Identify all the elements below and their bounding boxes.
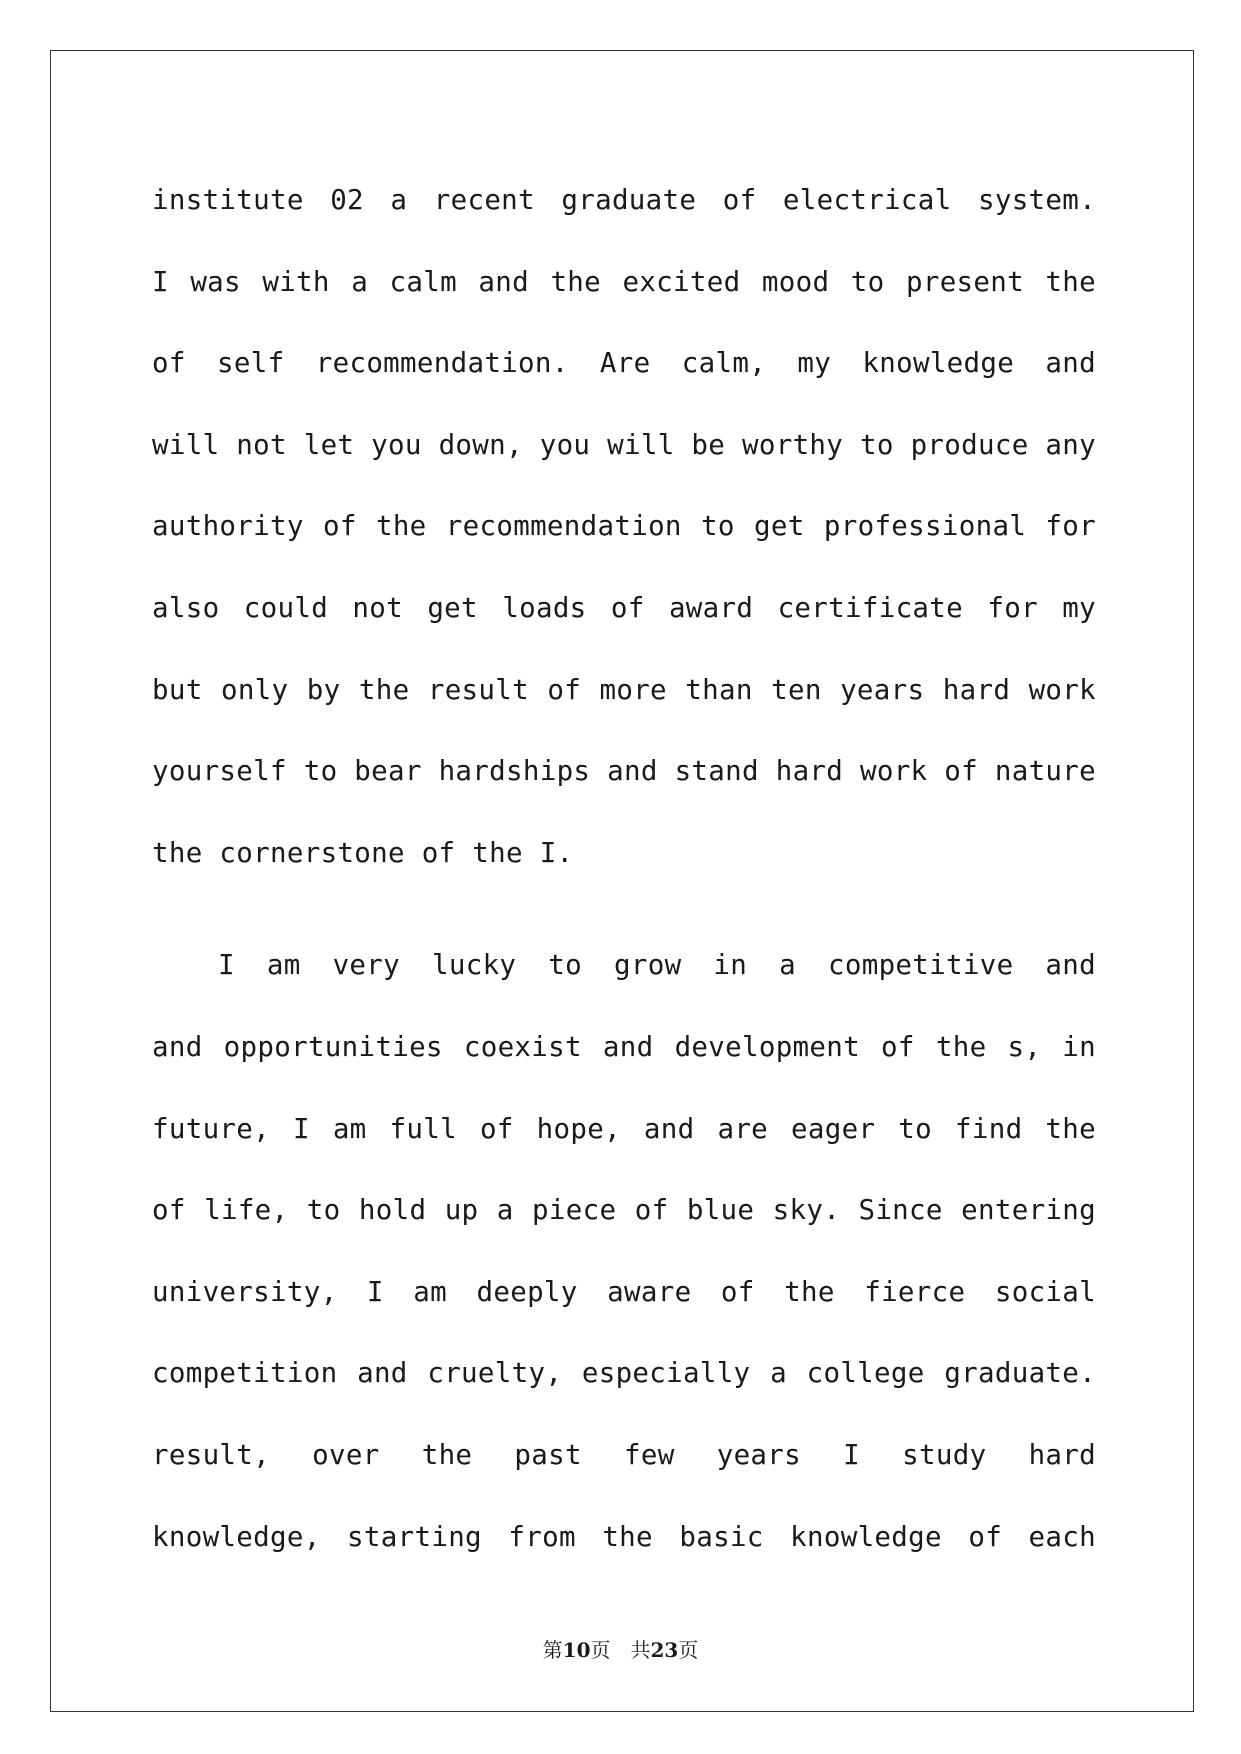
total-pages: 23: [650, 1638, 679, 1662]
text-line: yourself to bear hardships and stand hard work of nature: [152, 755, 1096, 788]
text-line: institute 02 a recent graduate of electrical system.: [152, 184, 1096, 216]
text-line: of self recommendation. Are calm, my knowledge and: [152, 347, 1096, 380]
text-line: I am very lucky to grow in a competitive and: [218, 949, 1096, 982]
page-footer: [0, 1634, 1241, 1663]
text-line: the cornerstone of the I.: [152, 836, 574, 869]
text-line: also could not get loads of award certificate for my: [152, 591, 1096, 624]
page-suffix: 页: [590, 1638, 611, 1662]
text-line: I was with a calm and the excited mood to present the: [152, 265, 1096, 298]
text-line: future, I am full of hope, and are eager to find the: [152, 1112, 1096, 1145]
text-line: and opportunities coexist and development of the s, in: [152, 1030, 1096, 1063]
page-number: 10: [562, 1638, 591, 1662]
document-body: [152, 160, 1096, 1609]
text-line: of life, to hold up a piece of blue sky. Since entering: [152, 1194, 1096, 1227]
paragraph-2: [152, 925, 1096, 1578]
total-prefix: 共: [630, 1638, 651, 1662]
page-prefix: 第: [542, 1638, 563, 1662]
total-suffix: 页: [678, 1638, 699, 1662]
text-line: competition and cruelty, especially a college graduate.: [152, 1357, 1096, 1390]
text-line: university, I am deeply aware of the fierce social: [152, 1275, 1096, 1308]
text-line: will not let you down, you will be worthy to produce any: [152, 428, 1096, 461]
text-line: knowledge, starting from the basic knowledge of each: [152, 1520, 1096, 1553]
text-line: authority of the recommendation to get professional for: [152, 510, 1096, 543]
paragraph-1: [152, 160, 1096, 894]
text-line: result, over the past few years I study hard: [152, 1438, 1096, 1471]
text-line: but only by the result of more than ten years hard work: [152, 673, 1096, 706]
